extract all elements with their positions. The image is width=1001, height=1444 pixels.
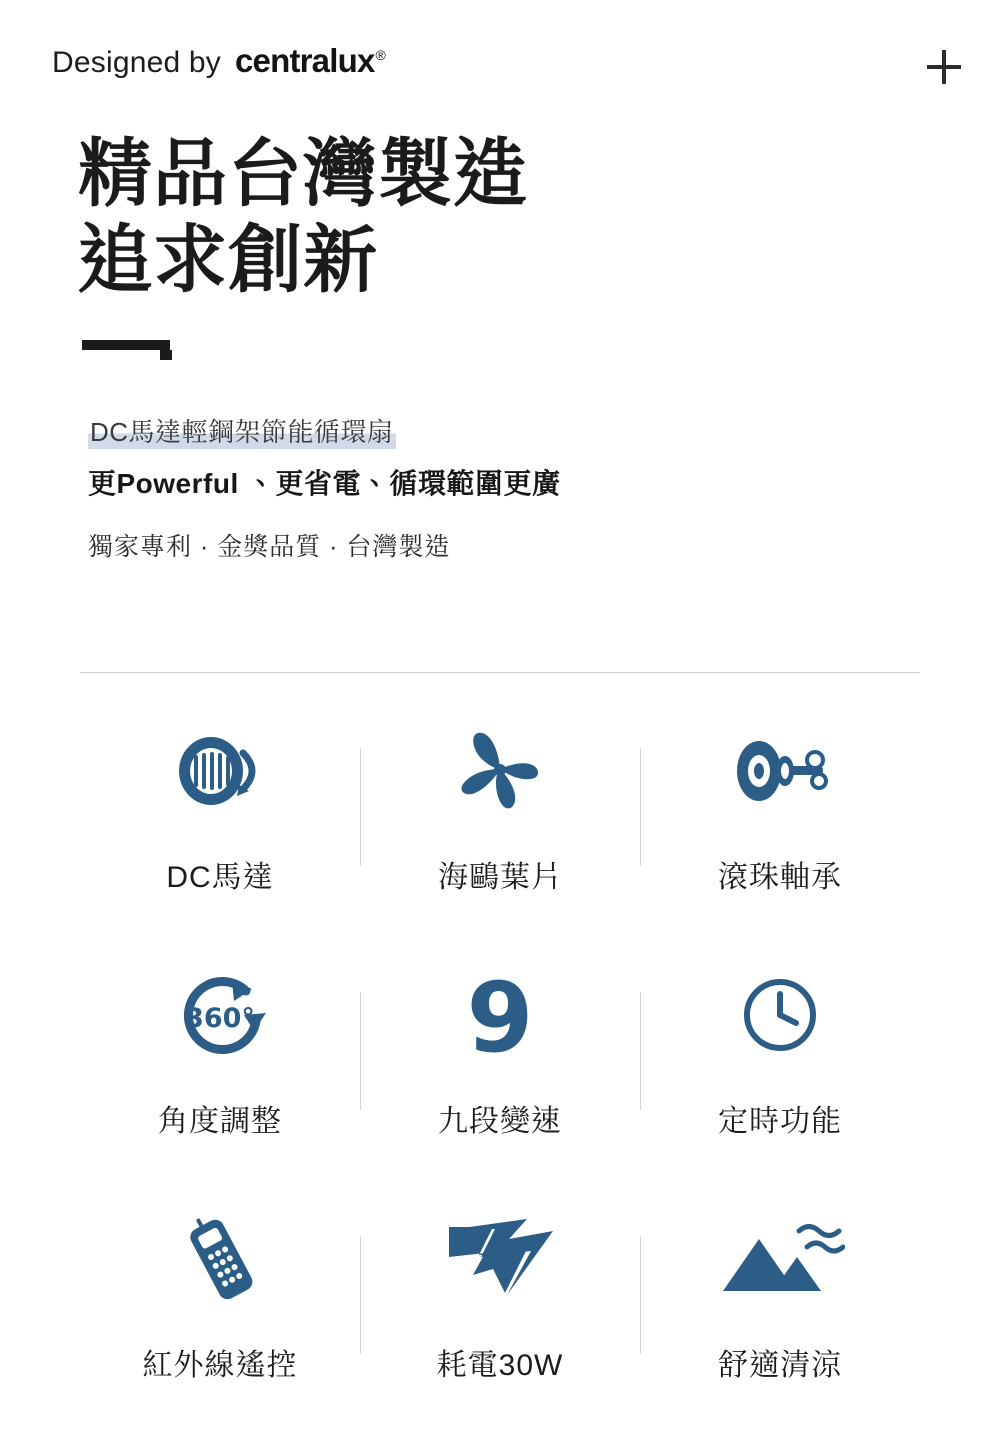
feature-label: 定時功能 [718,1105,842,1138]
subtitle-plain: 獨家專利 · 金獎品質 · 台灣製造 [88,533,451,561]
feature-item-fan-blade [360,712,640,956]
headline-line-2: 追求創新 [78,216,378,303]
feature-item-power-consumption [360,1200,640,1444]
designed-by-label: Designed by [52,46,221,79]
nine-speed-icon-text: 9 [466,967,534,1063]
subtitle-bold: 更Powerful 、更省電、循環範圍更廣 [88,468,561,499]
feature-label: 角度調整 [158,1105,282,1138]
feature-item-ball-bearing [640,712,920,956]
feature-item-timer [640,956,920,1200]
brand-lockup [52,42,385,80]
feature-label: 紅外線遙控 [142,1349,298,1382]
section-divider [80,672,920,673]
subtitle-highlight: DC馬達輕鋼架節能循環扇 [88,412,396,449]
feature-label: 耗電30W [436,1349,564,1382]
feature-label: DC馬達 [166,861,274,894]
headline-line-1: 精品台灣製造 [78,131,528,217]
registered-trademark-icon: ® [375,47,386,63]
page-title [78,132,528,304]
brand-logo [235,42,385,80]
plus-icon[interactable] [927,50,961,84]
feature-label: 海鷗葉片 [438,861,562,894]
feature-grid [80,712,920,1444]
feature-item-angle-adjust [80,956,360,1200]
fan-blade-icon [440,712,560,830]
feature-label: 舒適清涼 [718,1349,842,1382]
feature-item-dc-motor [80,712,360,956]
dc-motor-icon [165,712,275,830]
rotation-icon-text: 360° [185,1003,255,1034]
page-header [0,34,1001,94]
feature-label: 九段變速 [438,1105,562,1138]
feature-item-comfort-cool [640,1200,920,1444]
lightning-bolt-icon [435,1200,565,1318]
360-rotation-icon [160,956,280,1074]
timer-clock-icon [730,956,830,1074]
nine-speed-icon [445,956,555,1074]
headline-dash-accent [82,340,170,350]
mountain-breeze-icon [715,1200,845,1318]
remote-control-icon [165,1200,275,1318]
feature-item-remote [80,1200,360,1444]
feature-item-nine-speed [360,956,640,1200]
brand-logo-text: centralux [234,42,375,79]
feature-label: 滾珠軸承 [718,861,842,894]
ball-bearing-icon [715,712,845,830]
